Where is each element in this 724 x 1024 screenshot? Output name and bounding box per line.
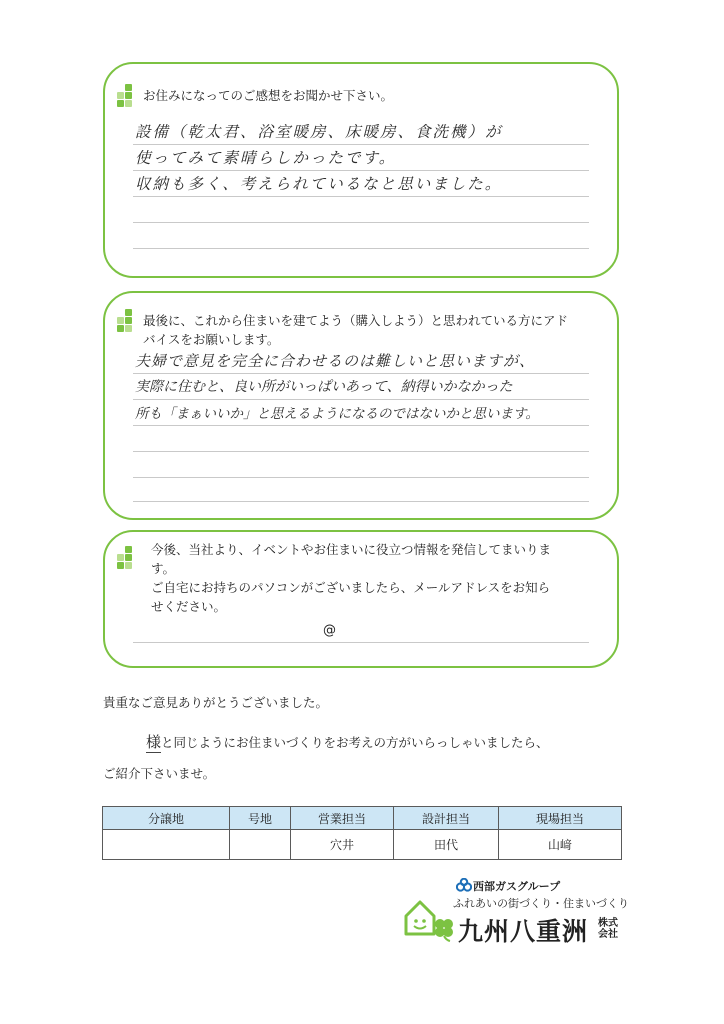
impressions-answer-line: 使ってみて素晴らしかったです。	[135, 149, 397, 167]
staff-table	[102, 806, 622, 860]
bullet-squares-icon	[117, 84, 139, 106]
header-design-rep: 設計担当	[394, 807, 499, 830]
advice-section	[103, 291, 619, 520]
thanks-text: 貴重なご意見ありがとうございました。	[103, 695, 329, 710]
impressions-question: お住みになってのご感想をお聞かせ下さい。	[143, 88, 394, 103]
header-subdivision: 分譲地	[103, 807, 230, 830]
email-section	[103, 530, 619, 668]
advice-question: 最後に、これから住まいを建てよう（購入しよう）と思われている方にアド バイスをお願いします。	[143, 313, 569, 347]
staff-table-header-row	[103, 807, 622, 830]
referral-text: 様と同じようにお住まいづくりをお考えの方がいらっしゃいましたら、	[146, 733, 549, 751]
impressions-answer-line: 設備（乾太君、浴室暖房、床暖房、食洗機）が	[135, 123, 503, 141]
house-clover-logo-icon	[402, 898, 454, 942]
referral-text-cont: ご紹介下さいませ。	[103, 766, 216, 781]
impressions-answer-line: 収納も多く、考えられているなと思いました。	[135, 175, 503, 193]
bullet-squares-icon	[117, 546, 139, 568]
header-lot-number: 号地	[230, 807, 291, 830]
cell-site-rep: 山﨑	[499, 830, 622, 860]
impressions-section	[103, 62, 619, 278]
header-site-rep: 現場担当	[499, 807, 622, 830]
email-input-line	[133, 642, 589, 643]
header-sales-rep: 営業担当	[291, 807, 394, 830]
email-request-text: 今後、当社より、イベントやお住まいに役立つ情報を発信してまいりま す。 ご自宅にお持ちのパソコンがございましたら、メールアドレスをお知ら せください。	[151, 542, 552, 614]
staff-table-value-row	[103, 830, 622, 860]
cell-subdivision	[103, 830, 230, 860]
company-suffix: 株式会社	[598, 918, 618, 940]
email-at-sign: @	[323, 623, 336, 638]
group-logo-icon	[456, 878, 472, 892]
cell-sales-rep: 穴井	[291, 830, 394, 860]
company-tagline: ふれあいの街づくり・住まいづくり	[453, 897, 629, 910]
bullet-squares-icon	[117, 309, 139, 331]
cell-lot-number	[230, 830, 291, 860]
group-name: 西部ガスグループ	[473, 880, 561, 893]
cell-design-rep: 田代	[394, 830, 499, 860]
sama-honorific: 様	[146, 733, 162, 751]
company-name: 九州八重洲	[458, 917, 589, 946]
advice-answer-line: 実際に住むと、良い所がいっぱいあって、納得いかなかった	[135, 379, 513, 395]
advice-answer-line: 所も「まぁいいか」と思えるようになるのではないかと思います。	[135, 406, 539, 422]
advice-answer-line: 夫婦で意見を完全に合わせるのは難しいと思いますが、	[135, 352, 536, 370]
